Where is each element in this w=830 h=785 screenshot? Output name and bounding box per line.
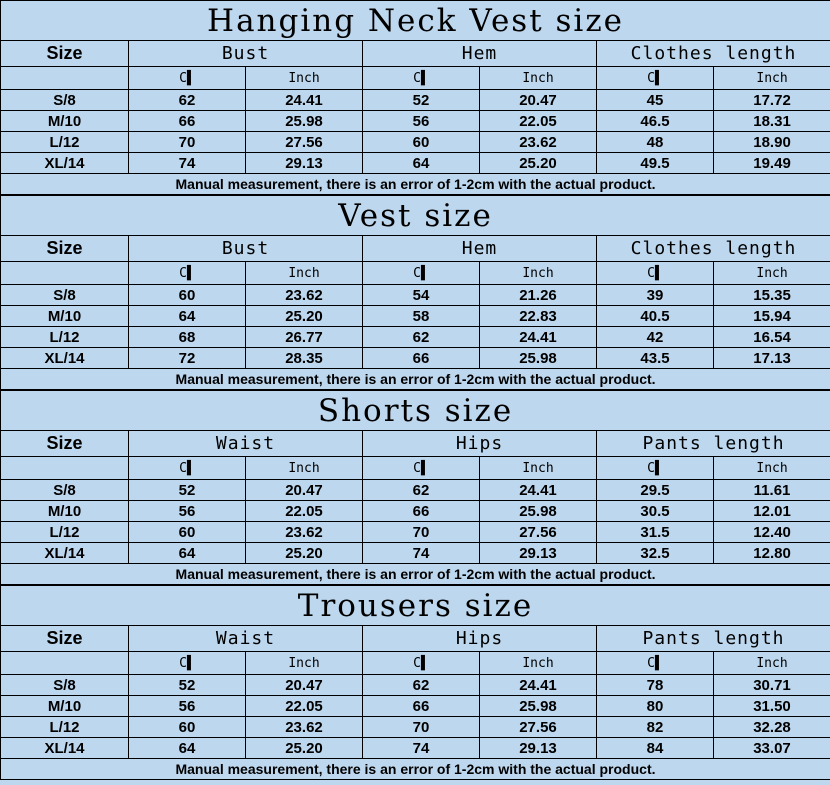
unit-inch-label: Inch [246, 262, 363, 285]
size-column-header: Size [1, 626, 129, 652]
size-table [0, 390, 830, 585]
unit-cm-label: C▌ [363, 457, 480, 480]
size-column-header: Size [1, 236, 129, 262]
measurement-cell: 24.41 [480, 675, 597, 696]
measurement-cell: 45 [597, 90, 714, 111]
measure-group-header: Hem [363, 41, 597, 67]
size-column-header: Size [1, 431, 129, 457]
unit-cm-label: C▌ [363, 262, 480, 285]
unit-cm-label: C▌ [129, 652, 246, 675]
unit-inch-label: Inch [714, 262, 830, 285]
unit-inch-label: Inch [246, 652, 363, 675]
table-row [1, 675, 830, 696]
size-cell: L/12 [1, 717, 129, 738]
measurement-cell: 22.05 [480, 111, 597, 132]
group-header-row [1, 626, 830, 652]
measurement-cell: 25.20 [246, 306, 363, 327]
measurement-cell: 23.62 [246, 522, 363, 543]
size-cell: M/10 [1, 111, 129, 132]
measurement-cell: 33.07 [714, 738, 830, 759]
measurement-cell: 58 [363, 306, 480, 327]
table-row [1, 153, 830, 174]
measurement-cell: 20.47 [246, 480, 363, 501]
measurement-cell: 56 [363, 111, 480, 132]
table-row [1, 327, 830, 348]
measurement-cell: 30.5 [597, 501, 714, 522]
measurement-cell: 60 [363, 132, 480, 153]
measure-group-header: Clothes length [597, 41, 830, 67]
table-row [1, 132, 830, 153]
measurement-cell: 29.5 [597, 480, 714, 501]
measure-group-header: Waist [129, 626, 363, 652]
measurement-cell: 70 [129, 132, 246, 153]
note-row [1, 564, 830, 585]
measurement-cell: 20.47 [480, 90, 597, 111]
measurement-cell: 54 [363, 285, 480, 306]
measurement-cell: 29.13 [480, 543, 597, 564]
measurement-cell: 22.83 [480, 306, 597, 327]
measurement-cell: 12.40 [714, 522, 830, 543]
measurement-cell: 25.98 [480, 348, 597, 369]
size-cell: L/12 [1, 132, 129, 153]
measurement-cell: 29.13 [246, 153, 363, 174]
unit-cm-label: C▌ [597, 67, 714, 90]
measure-group-header: Bust [129, 41, 363, 67]
note-row [1, 759, 830, 780]
measure-group-header: Hips [363, 626, 597, 652]
blank-cell [1, 262, 129, 285]
table-row [1, 696, 830, 717]
measurement-cell: 31.5 [597, 522, 714, 543]
size-cell: S/8 [1, 480, 129, 501]
table-title-row [1, 586, 830, 626]
unit-cm-label: C▌ [363, 652, 480, 675]
measurement-cell: 43.5 [597, 348, 714, 369]
measure-group-header: Clothes length [597, 236, 830, 262]
measure-group-header: Pants length [597, 626, 830, 652]
measurement-cell: 12.80 [714, 543, 830, 564]
measure-group-header: Waist [129, 431, 363, 457]
size-column-header: Size [1, 41, 129, 67]
measurement-cell: 56 [129, 501, 246, 522]
measurement-cell: 15.35 [714, 285, 830, 306]
measure-group-header: Hem [363, 236, 597, 262]
group-header-row [1, 431, 830, 457]
measure-group-header: Pants length [597, 431, 830, 457]
unit-inch-label: Inch [480, 457, 597, 480]
measurement-cell: 25.20 [246, 738, 363, 759]
measurement-cell: 49.5 [597, 153, 714, 174]
unit-row [1, 457, 830, 480]
size-table [0, 585, 830, 780]
measurement-cell: 42 [597, 327, 714, 348]
measurement-cell: 23.62 [246, 717, 363, 738]
measurement-cell: 66 [363, 501, 480, 522]
table-title-row [1, 196, 830, 236]
measurement-cell: 80 [597, 696, 714, 717]
table-row [1, 348, 830, 369]
measurement-cell: 40.5 [597, 306, 714, 327]
measurement-cell: 26.77 [246, 327, 363, 348]
unit-row [1, 262, 830, 285]
unit-inch-label: Inch [480, 67, 597, 90]
measurement-cell: 16.54 [714, 327, 830, 348]
measurement-cell: 60 [129, 522, 246, 543]
measurement-cell: 78 [597, 675, 714, 696]
measurement-cell: 56 [129, 696, 246, 717]
measurement-cell: 25.98 [246, 111, 363, 132]
measurement-cell: 62 [363, 480, 480, 501]
table-row [1, 738, 830, 759]
measurement-cell: 17.72 [714, 90, 830, 111]
measurement-cell: 52 [129, 480, 246, 501]
unit-inch-label: Inch [714, 652, 830, 675]
unit-inch-label: Inch [714, 67, 830, 90]
measurement-cell: 72 [129, 348, 246, 369]
measurement-cell: 24.41 [246, 90, 363, 111]
note-row [1, 369, 830, 390]
measurement-cell: 22.05 [246, 696, 363, 717]
measurement-cell: 66 [129, 111, 246, 132]
measurement-cell: 60 [129, 285, 246, 306]
measurement-cell: 27.56 [480, 522, 597, 543]
measurement-cell: 64 [129, 738, 246, 759]
unit-cm-label: C▌ [597, 457, 714, 480]
unit-cm-label: C▌ [129, 67, 246, 90]
size-cell: M/10 [1, 501, 129, 522]
unit-cm-label: C▌ [129, 262, 246, 285]
measurement-cell: 70 [363, 717, 480, 738]
table-row [1, 522, 830, 543]
measurement-cell: 17.13 [714, 348, 830, 369]
measurement-cell: 39 [597, 285, 714, 306]
size-cell: S/8 [1, 90, 129, 111]
measurement-cell: 30.71 [714, 675, 830, 696]
table-row [1, 90, 830, 111]
table-row [1, 111, 830, 132]
table-row [1, 543, 830, 564]
size-cell: XL/14 [1, 153, 129, 174]
measurement-cell: 74 [363, 738, 480, 759]
table-row [1, 480, 830, 501]
measurement-cell: 82 [597, 717, 714, 738]
measurement-cell: 27.56 [246, 132, 363, 153]
measurement-cell: 84 [597, 738, 714, 759]
table-row [1, 717, 830, 738]
measurement-cell: 24.41 [480, 480, 597, 501]
measurement-cell: 28.35 [246, 348, 363, 369]
measurement-note: Manual measurement, there is an error of 1-2cm with the actual product. [1, 564, 830, 585]
measurement-cell: 46.5 [597, 111, 714, 132]
measurement-cell: 62 [363, 327, 480, 348]
table-row [1, 285, 830, 306]
measurement-cell: 48 [597, 132, 714, 153]
measurement-cell: 23.62 [246, 285, 363, 306]
measurement-cell: 62 [129, 90, 246, 111]
measurement-cell: 20.47 [246, 675, 363, 696]
unit-inch-label: Inch [246, 67, 363, 90]
size-table [0, 195, 830, 390]
size-cell: M/10 [1, 696, 129, 717]
size-cell: L/12 [1, 522, 129, 543]
measurement-cell: 24.41 [480, 327, 597, 348]
measure-group-header: Hips [363, 431, 597, 457]
measurement-cell: 60 [129, 717, 246, 738]
measurement-cell: 74 [363, 543, 480, 564]
blank-cell [1, 652, 129, 675]
unit-row [1, 67, 830, 90]
size-cell: XL/14 [1, 543, 129, 564]
measurement-cell: 64 [129, 306, 246, 327]
note-row [1, 174, 830, 195]
size-cell: S/8 [1, 675, 129, 696]
section-title: Hanging Neck Vest size [1, 1, 830, 41]
size-cell: S/8 [1, 285, 129, 306]
measurement-cell: 11.61 [714, 480, 830, 501]
measurement-cell: 25.20 [246, 543, 363, 564]
measurement-note: Manual measurement, there is an error of 1-2cm with the actual product. [1, 369, 830, 390]
unit-inch-label: Inch [480, 262, 597, 285]
section-title: Vest size [1, 196, 830, 236]
unit-cm-label: C▌ [597, 262, 714, 285]
size-cell: L/12 [1, 327, 129, 348]
measurement-cell: 70 [363, 522, 480, 543]
measurement-cell: 32.28 [714, 717, 830, 738]
size-cell: XL/14 [1, 348, 129, 369]
size-cell: XL/14 [1, 738, 129, 759]
measurement-note: Manual measurement, there is an error of 1-2cm with the actual product. [1, 174, 830, 195]
group-header-row [1, 236, 830, 262]
unit-row [1, 652, 830, 675]
measurement-note: Manual measurement, there is an error of 1-2cm with the actual product. [1, 759, 830, 780]
measurement-cell: 66 [363, 348, 480, 369]
measurement-cell: 18.31 [714, 111, 830, 132]
unit-cm-label: C▌ [597, 652, 714, 675]
measurement-cell: 23.62 [480, 132, 597, 153]
measurement-cell: 64 [363, 153, 480, 174]
table-title-row [1, 1, 830, 41]
measurement-cell: 66 [363, 696, 480, 717]
measurement-cell: 21.26 [480, 285, 597, 306]
section-title: Trousers size [1, 586, 830, 626]
unit-inch-label: Inch [714, 457, 830, 480]
unit-cm-label: C▌ [129, 457, 246, 480]
measurement-cell: 12.01 [714, 501, 830, 522]
measurement-cell: 19.49 [714, 153, 830, 174]
measure-group-header: Bust [129, 236, 363, 262]
measurement-cell: 52 [363, 90, 480, 111]
unit-inch-label: Inch [246, 457, 363, 480]
measurement-cell: 25.20 [480, 153, 597, 174]
table-row [1, 501, 830, 522]
measurement-cell: 27.56 [480, 717, 597, 738]
measurement-cell: 64 [129, 543, 246, 564]
measurement-cell: 31.50 [714, 696, 830, 717]
unit-inch-label: Inch [480, 652, 597, 675]
measurement-cell: 68 [129, 327, 246, 348]
measurement-cell: 29.13 [480, 738, 597, 759]
measurement-cell: 52 [129, 675, 246, 696]
measurement-cell: 15.94 [714, 306, 830, 327]
blank-cell [1, 457, 129, 480]
size-cell: M/10 [1, 306, 129, 327]
measurement-cell: 74 [129, 153, 246, 174]
section-title: Shorts size [1, 391, 830, 431]
blank-cell [1, 67, 129, 90]
size-table [0, 0, 830, 195]
measurement-cell: 62 [363, 675, 480, 696]
measurement-cell: 25.98 [480, 501, 597, 522]
group-header-row [1, 41, 830, 67]
table-row [1, 306, 830, 327]
measurement-cell: 32.5 [597, 543, 714, 564]
unit-cm-label: C▌ [363, 67, 480, 90]
table-title-row [1, 391, 830, 431]
measurement-cell: 18.90 [714, 132, 830, 153]
measurement-cell: 22.05 [246, 501, 363, 522]
measurement-cell: 25.98 [480, 696, 597, 717]
